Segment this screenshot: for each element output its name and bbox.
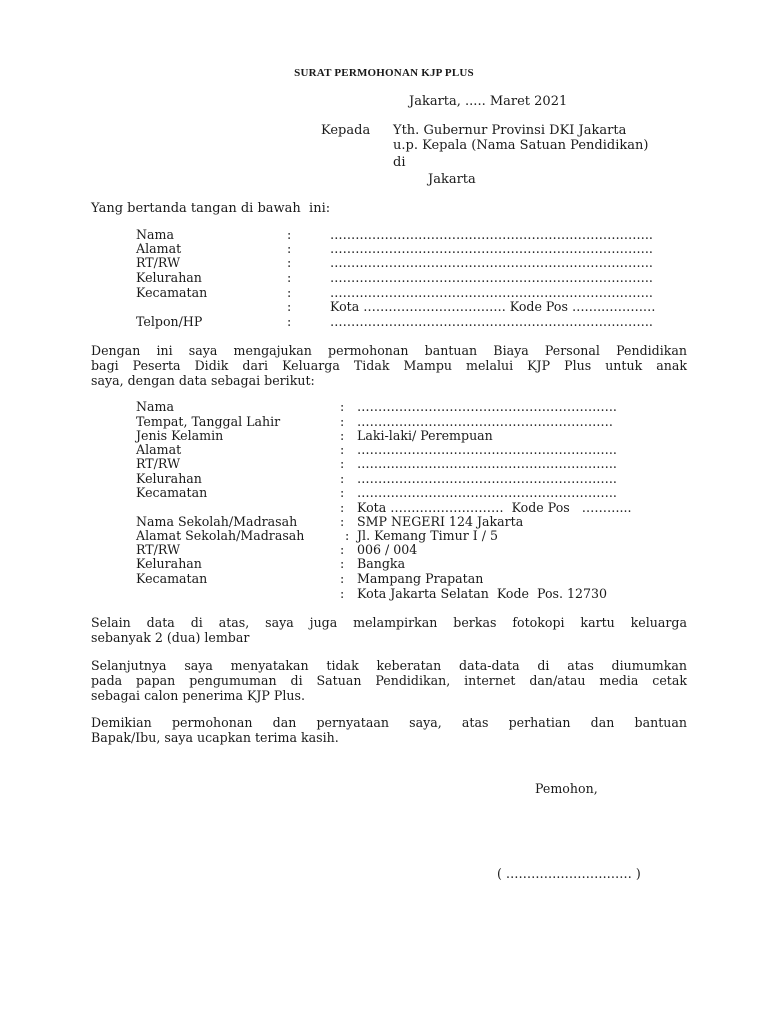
field-value: ………………………………………………………………….. — [330, 228, 653, 242]
field-value: ………………………………………………………………….. — [330, 315, 653, 329]
field-label: Kecamatan — [136, 571, 208, 586]
paragraph-line: Demikian permohonan dan pernyataan saya, atas perhatian dan bantuan — [91, 715, 687, 730]
recipient-line: u.p. Kepala (Nama Satuan Pendidikan) — [393, 138, 649, 153]
field-value: ……………………………………………………. — [357, 415, 613, 429]
field-colon: : — [287, 255, 292, 270]
field-value: 006 / 004 — [357, 542, 418, 557]
field-label: RT/RW — [136, 255, 181, 270]
field-value: ………………………………………………………………….. — [330, 242, 653, 256]
field-label: Alamat — [136, 442, 182, 457]
field-colon: : — [287, 270, 292, 285]
field-value: ………………………………………………………………….. — [330, 256, 653, 270]
kepada-label: Kepada — [321, 123, 371, 138]
recipient-city: Jakarta — [428, 172, 476, 187]
field-label: Kelurahan — [136, 471, 202, 486]
field-label: Tempat, Tanggal Lahir — [136, 414, 281, 429]
field-label: Jenis Kelamin — [136, 428, 224, 443]
field-value: …………………………………………………….. — [357, 457, 617, 471]
field-colon: : — [340, 399, 345, 414]
field-value: ………………………………………………………………….. — [330, 271, 653, 285]
field-colon: : — [287, 299, 292, 314]
request-paragraph — [91, 343, 687, 388]
signature-label: Pemohon, — [535, 781, 598, 796]
field-colon: : — [340, 514, 345, 529]
field-value: …………………………………………………….. — [357, 486, 617, 500]
field-value: …………………………………………………….. — [357, 400, 617, 414]
field-colon: : — [287, 285, 292, 300]
field-value: Bangka — [357, 556, 406, 571]
statement-paragraph — [91, 658, 687, 703]
field-value: Kota Jakarta Selatan Kode Pos. 12730 — [357, 586, 608, 601]
field-label: Kelurahan — [136, 556, 202, 571]
paragraph-line: bagi Peserta Didik dari Keluarga Tidak Mampu melalui KJP Plus untuk anak — [91, 358, 687, 373]
field-colon: : — [340, 485, 345, 500]
field-value: Laki-laki/ Perempuan — [357, 428, 493, 443]
closing-paragraph — [91, 715, 687, 745]
paragraph-line: pada papan pengumuman di Satuan Pendidikan, internet dan/atau media cetak — [91, 673, 687, 688]
field-value: ………………………………………………………………….. — [330, 286, 653, 300]
signature-name-placeholder: ( ………………………… ) — [497, 866, 641, 881]
field-colon: : — [340, 456, 345, 471]
field-colon: : — [340, 500, 345, 515]
paragraph-line: saya, dengan data sebagai berikut: — [91, 373, 315, 388]
field-label: Nama — [136, 399, 174, 414]
field-colon: : — [287, 314, 292, 329]
field-label: Nama — [136, 227, 174, 242]
field-colon: : — [287, 241, 292, 256]
field-value: Kota ……………………………. Kode Pos ……..………… — [330, 300, 656, 314]
field-value: Mampang Prapatan — [357, 571, 484, 586]
paragraph-line: Selain data di atas, saya juga melampirkan berkas fotokopi kartu keluarga — [91, 615, 687, 630]
field-label: Alamat — [136, 241, 182, 256]
field-label: Nama Sekolah/Madrasah — [136, 514, 298, 529]
recipient-line: Yth. Gubernur Provinsi DKI Jakarta — [393, 123, 627, 138]
field-value: Jl. Kemang Timur I / 5 — [357, 528, 498, 543]
attachment-paragraph — [91, 615, 687, 645]
intro-text: Yang bertanda tangan di bawah ini: — [91, 201, 331, 216]
recipient-line: di — [393, 155, 406, 170]
field-colon: : — [340, 556, 345, 571]
field-colon: : — [340, 414, 345, 429]
field-colon: : — [345, 528, 350, 543]
field-colon: : — [340, 586, 345, 601]
paragraph-line: Bapak/Ibu, saya ucapkan terima kasih. — [91, 730, 339, 745]
paragraph-line: Dengan ini saya mengajukan permohonan bantuan Biaya Personal Pendidikan — [91, 343, 687, 358]
field-label: Alamat Sekolah/Madrasah — [136, 528, 305, 543]
field-colon: : — [340, 542, 345, 557]
paragraph-line: Selanjutnya saya menyatakan tidak keberatan data-data di atas diumumkan — [91, 658, 687, 673]
field-colon: : — [340, 428, 345, 443]
field-value: …………………………………………………….. — [357, 472, 617, 486]
field-label: Telpon/HP — [136, 314, 203, 329]
field-label: Kelurahan — [136, 270, 202, 285]
field-value: SMP NEGERI 124 Jakarta — [357, 514, 524, 529]
field-value: …………………………………………………….. — [357, 443, 617, 457]
field-label: Kecamatan — [136, 485, 208, 500]
field-colon: : — [340, 571, 345, 586]
paragraph-line: sebanyak 2 (dua) lembar — [91, 630, 250, 645]
letter-title: SURAT PERMOHONAN KJP PLUS — [294, 67, 474, 79]
field-label: RT/RW — [136, 542, 181, 557]
field-colon: : — [287, 227, 292, 242]
field-label: RT/RW — [136, 456, 181, 471]
field-value: Kota ……………………… Kode Pos ………... — [357, 501, 632, 515]
field-label: Kecamatan — [136, 285, 208, 300]
letter-date: Jakarta, ..... Maret 2021 — [409, 94, 568, 109]
paragraph-line: sebagai calon penerima KJP Plus. — [91, 688, 305, 703]
field-colon: : — [340, 442, 345, 457]
field-colon: : — [340, 471, 345, 486]
